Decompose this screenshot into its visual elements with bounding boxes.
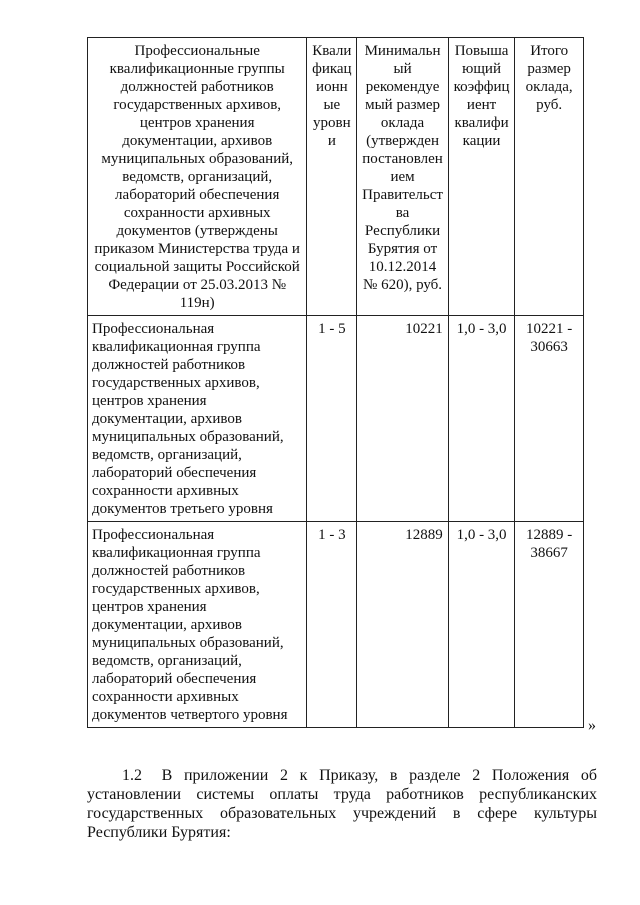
header-group: Профессиональные квалификационные группы должностей работников государственных архивов, центров хранения документации, архивов муниципальных образований, ведомств, организаций, лабораторий обеспечения сохранности архивных документов (утверждены приказом Министерства труда и социальной защиты Российской Федерации от 25.03.2013 № 119н) (88, 38, 307, 316)
header-min-salary: Минимальный рекомендуемый размер оклада (утвержден постановлением Правительства Республики Бурятия от 10.12.2014 № 620), руб. (357, 38, 449, 316)
amendment-paragraph (87, 766, 597, 842)
row-levels: 1 - 5 (307, 316, 357, 522)
row-total: 10221 - 30663 (515, 316, 584, 522)
row-min-salary: 12889 (357, 522, 449, 728)
salary-table (87, 37, 584, 728)
table-row (88, 316, 584, 522)
row-coefficient: 1,0 - 3,0 (448, 522, 515, 728)
row-levels: 1 - 3 (307, 522, 357, 728)
closing-quote: » (588, 717, 596, 734)
table-header-row (88, 38, 584, 316)
row-total: 12889 - 38667 (515, 522, 584, 728)
row-coefficient: 1,0 - 3,0 (448, 316, 515, 522)
table-row (88, 522, 584, 728)
paragraph-text: В приложении 2 к Приказу, в разделе 2 Положения об установлении системы оплаты труда работников республиканских государственных образовательных учреждений в сфере культуры Республики Бурятия: (87, 767, 597, 841)
row-group: Профессиональная квалификационная группа должностей работников государственных архивов, центров хранения документации, архивов муниципальных образований, ведомств, организаций, лабораторий обеспечения сохранности архивных документов четвертого уровня (88, 522, 307, 728)
paragraph-number: 1.2 (122, 767, 142, 784)
row-min-salary: 10221 (357, 316, 449, 522)
header-total: Итого размер оклада, руб. (515, 38, 584, 316)
header-levels: Квалификационные уровни (307, 38, 357, 316)
row-group: Профессиональная квалификационная группа должностей работников государственных архивов, центров хранения документации, архивов муниципальных образований, ведомств, организаций, лабораторий обеспечения сохранности архивных документов третьего уровня (88, 316, 307, 522)
header-coefficient: Повышающий коэффициент квалификации (448, 38, 515, 316)
